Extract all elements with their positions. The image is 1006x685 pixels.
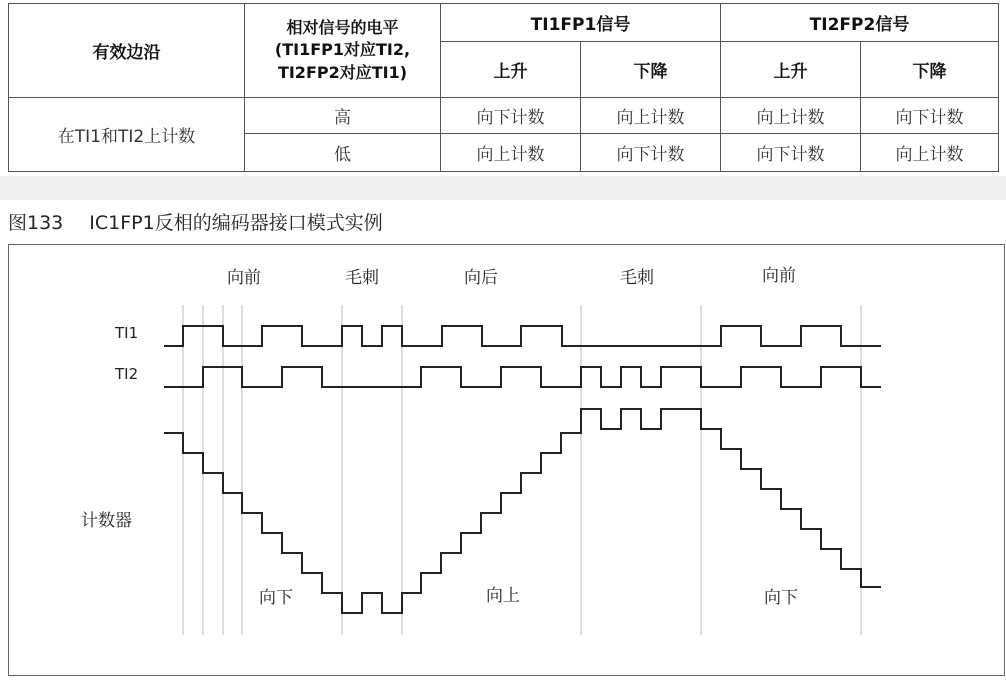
table-cell: 向下计数 <box>721 134 861 172</box>
header-ti1fp1-rise: 上升 <box>441 42 581 98</box>
table-cell: 向下计数 <box>441 98 581 134</box>
level-high: 高 <box>245 98 441 134</box>
signal-label-ti1: TI1 <box>115 324 139 342</box>
row-label: 在TI1和TI2上计数 <box>9 98 245 172</box>
header-level <box>245 4 441 98</box>
separator-band <box>0 176 1006 200</box>
caption-number: 图133 <box>8 212 64 234</box>
signal-label-ti2: TI2 <box>115 365 139 383</box>
counter-waveform <box>164 409 881 613</box>
header-level-line2: (TI1FP1对应TI2, <box>274 40 411 60</box>
top-label-glitch-2: 毛刺 <box>620 268 654 288</box>
caption-title: IC1FP1反相的编码器接口模式实例 <box>89 212 383 234</box>
header-ti2fp2-fall: 下降 <box>861 42 999 98</box>
table-cell: 向上计数 <box>441 134 581 172</box>
figure-caption <box>8 208 383 235</box>
table-cell: 向上计数 <box>581 98 721 134</box>
table-cell: 向上计数 <box>861 134 999 172</box>
timing-diagram-svg <box>9 245 1006 677</box>
top-label-forward-1: 向前 <box>227 268 261 288</box>
encoder-counting-table <box>8 3 999 172</box>
header-ti1fp1-fall: 下降 <box>581 42 721 98</box>
encoder-table-container <box>8 3 998 171</box>
table-cell: 向下计数 <box>581 134 721 172</box>
region-label-up: 向上 <box>486 586 520 606</box>
top-label-glitch-1: 毛刺 <box>345 268 379 288</box>
header-ti2fp2: TI2FP2信号 <box>721 4 999 42</box>
ti2-waveform <box>164 367 881 387</box>
table-cell: 向上计数 <box>721 98 861 134</box>
table-cell: 向下计数 <box>861 98 999 134</box>
top-label-backward: 向后 <box>464 268 498 288</box>
ti1-waveform <box>164 326 881 346</box>
region-label-down-2: 向下 <box>764 588 798 608</box>
encoder-timing-diagram <box>8 244 1005 676</box>
header-edge: 有效边沿 <box>9 4 245 98</box>
header-level-line3: TI2FP2对应TI1) <box>277 62 408 82</box>
region-label-down-1: 向下 <box>259 588 293 608</box>
top-label-forward-2: 向前 <box>762 266 796 286</box>
header-ti1fp1: TI1FP1信号 <box>441 4 721 42</box>
counter-label: 计数器 <box>81 511 132 531</box>
header-ti2fp2-rise: 上升 <box>721 42 861 98</box>
level-low: 低 <box>245 134 441 172</box>
header-level-line1: 相对信号的电平 <box>286 17 399 37</box>
